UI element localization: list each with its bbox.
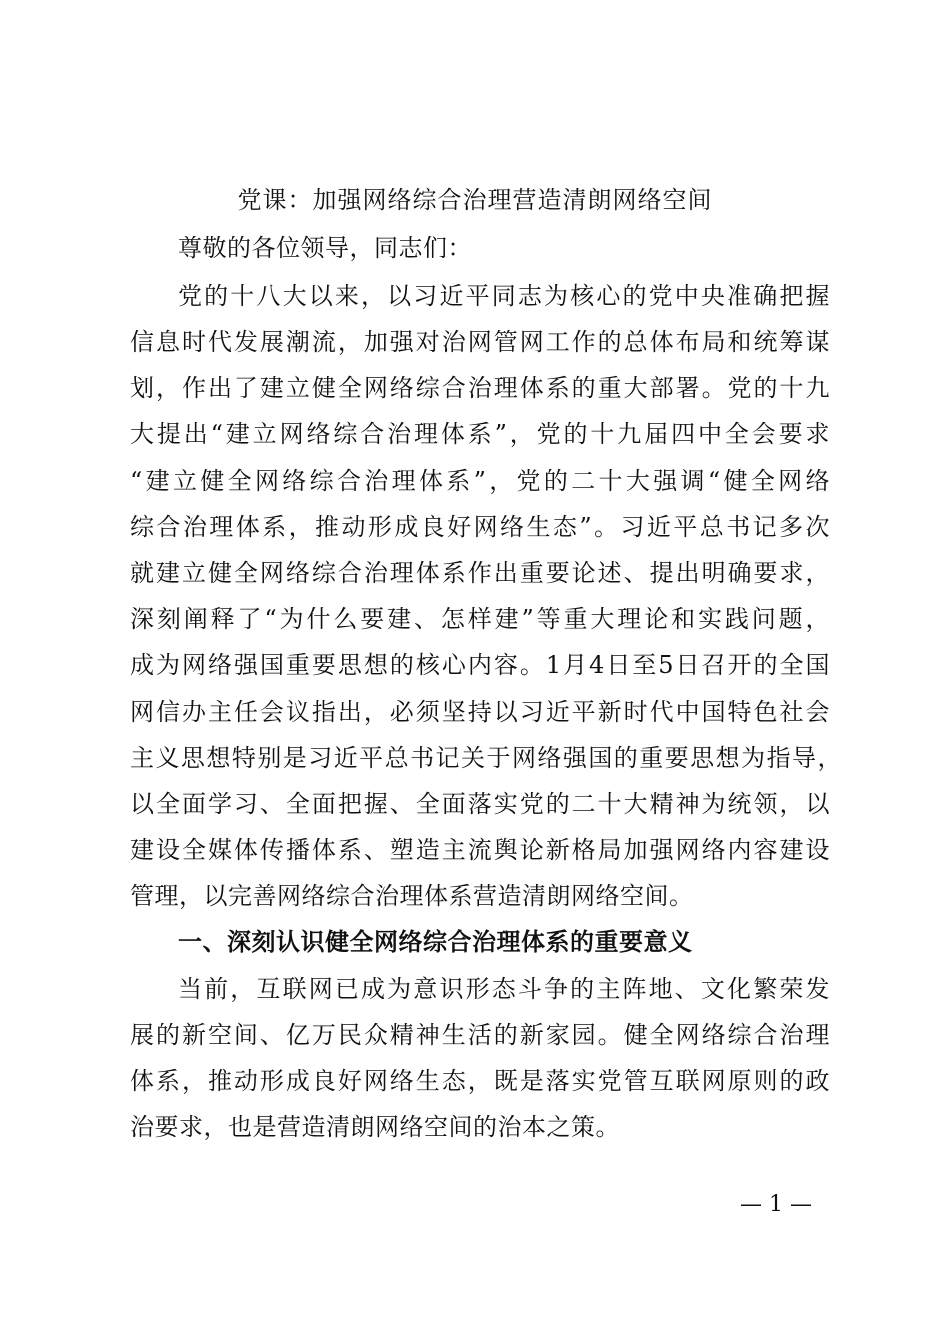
paragraph-line: “建立健全网络综合治理体系”，党的二十大强调“健全网络 <box>130 467 830 495</box>
paragraph-line: 大提出“建立网络综合治理体系”，党的十九届四中全会要求 <box>130 420 830 448</box>
paragraph-line: 以全面学习、全面把握、全面落实党的二十大精神为统领，以 <box>130 790 830 818</box>
paragraph-line: 综合治理体系，推动形成良好网络生态”。习近平总书记多次 <box>130 513 830 541</box>
paragraph-line: 就建立健全网络综合治理体系作出重要论述、提出明确要求， <box>130 559 830 587</box>
paragraph-line: 当前，互联网已成为意识形态斗争的主阵地、文化繁荣发 <box>178 975 830 1003</box>
salutation: 尊敬的各位领导，同志们： <box>178 234 472 262</box>
paragraph-line: 建设全媒体传播体系、塑造主流舆论新格局加强网络内容建设 <box>130 836 830 864</box>
document-title: 党课：加强网络综合治理营造清朗网络空间 <box>237 186 713 214</box>
paragraph-line: 治要求，也是营造清朗网络空间的治本之策。 <box>130 1113 620 1141</box>
paragraph-line: 体系，推动形成良好网络生态，既是落实党管互联网原则的政 <box>130 1067 830 1095</box>
paragraph-line: 管理，以完善网络综合治理体系营造清朗网络空间。 <box>130 882 694 910</box>
paragraph-line: 主义思想特别是习近平总书记关于网络强国的重要思想为指导， <box>130 744 842 772</box>
paragraph-line: 深刻阐释了“为什么要建、怎样建”等重大理论和实践问题， <box>130 605 830 633</box>
paragraph-line: 信息时代发展潮流，加强对治网管网工作的总体布局和统筹谋 <box>130 328 830 356</box>
paragraph-line: 展的新空间、亿万民众精神生活的新家园。健全网络综合治理 <box>130 1021 830 1049</box>
paragraph-line: 成为网络强国重要思想的核心内容。1月4日至5日召开的全国 <box>130 651 830 679</box>
paragraph-line: 党的十八大以来，以习近平同志为核心的党中央准确把握 <box>178 282 830 310</box>
paragraph-line: 划，作出了建立健全网络综合治理体系的重大部署。党的十九 <box>130 374 830 402</box>
paragraph-line: 网信办主任会议指出，必须坚持以习近平新时代中国特色社会 <box>130 698 830 726</box>
page-number: — 1 — <box>740 1192 812 1217</box>
section-heading: 一、深刻认识健全网络综合治理体系的重要意义 <box>178 928 693 956</box>
